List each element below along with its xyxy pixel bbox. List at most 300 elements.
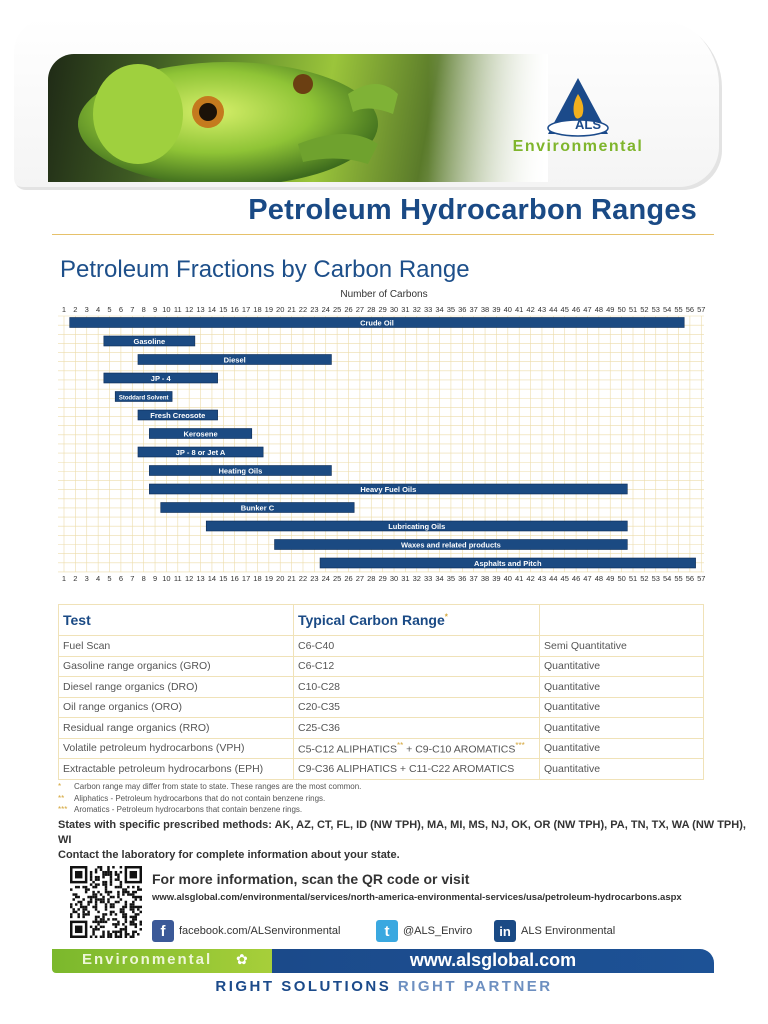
qr-module [110, 883, 112, 885]
facebook-icon: f [152, 920, 174, 942]
qr-module [95, 921, 97, 923]
tick-label-top: 51 [628, 305, 638, 314]
qr-module [120, 871, 122, 873]
qr-code[interactable] [70, 866, 142, 938]
qr-module [75, 886, 77, 888]
tick-label-top: 54 [662, 305, 672, 314]
tick-label-bottom: 6 [118, 574, 123, 583]
frog-photo [48, 54, 548, 182]
qr-module [70, 913, 72, 915]
qr-module [97, 876, 99, 878]
qr-module [102, 918, 104, 920]
twitter-label: @ALS_Enviro [403, 925, 473, 937]
cell-type: Quantitative [540, 656, 704, 677]
qr-module [105, 913, 107, 915]
qr-module [107, 893, 109, 895]
qr-module [75, 896, 77, 898]
qr-module [110, 873, 112, 875]
tick-label-bottom: 9 [152, 574, 158, 583]
qr-module [97, 911, 99, 913]
qr-module [72, 893, 74, 895]
qr-module [115, 936, 117, 938]
qr-module [92, 906, 94, 908]
qr-module [130, 903, 132, 905]
qr-module [132, 911, 134, 913]
tick-label-bottom: 27 [355, 574, 365, 583]
tick-label-top: 13 [196, 305, 205, 314]
qr-module [120, 908, 122, 910]
qr-module [130, 908, 132, 910]
qr-module [120, 881, 122, 883]
cell-range: C10-C28 [294, 677, 540, 698]
qr-module [140, 888, 142, 890]
qr-module [117, 896, 119, 898]
qr-module [90, 883, 92, 885]
tick-label-bottom: 3 [84, 574, 89, 583]
qr-module [117, 921, 119, 923]
note-1 [58, 782, 361, 791]
qr-module [82, 908, 84, 910]
qr-module [110, 871, 112, 873]
tick-label-top: 26 [344, 305, 353, 314]
tick-label-top: 29 [378, 305, 387, 314]
tick-label-top: 8 [141, 305, 146, 314]
qr-module [90, 873, 92, 875]
qr-module [140, 911, 142, 913]
qr-module [115, 871, 117, 873]
logo-subtitle: Environmental [512, 138, 644, 155]
bar-label: Lubricating Oils [388, 521, 446, 531]
tick-label-bottom: 30 [389, 574, 399, 583]
tick-label-top: 49 [606, 305, 615, 314]
qr-module [82, 906, 84, 908]
qr-module [77, 896, 79, 898]
qr-module [105, 881, 107, 883]
qr-module [132, 931, 134, 933]
footer-environmental-label: Environmental [82, 951, 213, 968]
tick-label-bottom: 39 [492, 574, 501, 583]
tick-label-bottom: 26 [344, 574, 353, 583]
facebook-link[interactable] [152, 918, 340, 944]
qr-module [117, 873, 119, 875]
tick-label-bottom: 51 [628, 574, 638, 583]
qr-module [102, 936, 104, 938]
bar-label: Heating Oils [218, 466, 263, 476]
qr-module [107, 873, 109, 875]
qr-module [72, 898, 74, 900]
tick-label-bottom: 47 [583, 574, 592, 583]
qr-module [140, 923, 142, 925]
qr-module [75, 911, 77, 913]
bar-label: Diesel [223, 355, 246, 365]
qr-module [95, 871, 97, 873]
qr-module [97, 883, 99, 885]
qr-module [132, 918, 134, 920]
qr-module [122, 891, 124, 893]
tick-label-top: 56 [685, 305, 695, 314]
vph-range-part: C5-C12 ALIPHATICS [298, 743, 398, 756]
qr-module [137, 913, 139, 915]
logo-text: ALS [575, 117, 601, 132]
cell-test: Volatile petroleum hydrocarbons (VPH) [59, 738, 294, 759]
qr-module [135, 926, 137, 928]
note-text: Aliphatics - Petroleum hydrocarbons that do not contain benzene rings. [74, 794, 326, 803]
qr-module [130, 906, 132, 908]
qr-module [115, 873, 117, 875]
tick-label-top: 19 [264, 305, 274, 314]
qr-module [102, 916, 104, 918]
qr-module [92, 896, 94, 898]
table-row [59, 656, 704, 677]
qr-module [137, 906, 139, 908]
qr-module [135, 931, 137, 933]
qr-module [70, 888, 72, 890]
tick-label-bottom: 36 [458, 574, 467, 583]
qr-module [117, 936, 119, 938]
qr-module [105, 903, 107, 905]
qr-module [110, 903, 112, 905]
qr-module [102, 898, 104, 900]
states-list: States with specific prescribed methods: AK, AZ, CT, FL, ID (NW TPH), MA, MI, MS, NJ, OK, OR (NW TPH), PA, TN, TX, WA (NW TPH), WI [58, 819, 746, 846]
qr-module [140, 921, 142, 923]
qr-module [115, 901, 117, 903]
qr-module [122, 928, 124, 930]
header-range-note: * [444, 612, 448, 622]
qr-module [92, 881, 94, 883]
qr-module [110, 876, 112, 878]
tick-label-bottom: 16 [230, 574, 239, 583]
qr-module [132, 936, 134, 938]
cell-test: Oil range organics (ORO) [59, 697, 294, 718]
tick-label-top: 3 [84, 305, 89, 314]
cell-test: Residual range organics (RRO) [59, 718, 294, 739]
qr-module [122, 923, 124, 925]
linkedin-icon: in [494, 920, 516, 942]
tick-label-top: 15 [219, 305, 228, 314]
tick-label-top: 57 [697, 305, 706, 314]
qr-module [82, 886, 84, 888]
note-marker: * [58, 782, 62, 791]
qr-module [77, 886, 79, 888]
qr-module [107, 901, 109, 903]
qr-module [107, 933, 109, 935]
contact-lab: Contact the laboratory for complete information about your state. [58, 849, 400, 861]
qr-module [125, 888, 127, 890]
qr-module [92, 886, 94, 888]
qr-module [140, 928, 142, 930]
tick-label-top: 31 [401, 305, 410, 314]
table-row [59, 697, 704, 718]
tick-label-top: 11 [173, 305, 182, 314]
tick-label-bottom: 15 [219, 574, 228, 583]
qr-module [95, 883, 97, 885]
vph-range-part: + C9-C10 AROMATICS [403, 743, 516, 756]
page-title: Petroleum Hydrocarbon Ranges [248, 194, 697, 226]
tick-label-top: 10 [162, 305, 171, 314]
tick-label-bottom: 33 [423, 574, 433, 583]
cell-range: C25-C36 [294, 718, 540, 739]
qr-module [137, 886, 139, 888]
tick-label-top: 40 [503, 305, 512, 314]
qr-module [97, 923, 99, 925]
qr-module [115, 931, 117, 933]
cell-test: Fuel Scan [59, 636, 294, 657]
tick-label-top: 27 [355, 305, 365, 314]
qr-module [82, 898, 84, 900]
qr-module [77, 913, 79, 915]
qr-module [115, 933, 117, 935]
tick-label-top: 52 [640, 305, 649, 314]
qr-module [92, 928, 94, 930]
qr-module [85, 913, 87, 915]
qr-module [132, 903, 134, 905]
cell-type: Semi Quantitative [540, 636, 704, 657]
qr-module [125, 903, 127, 905]
qr-module [102, 926, 104, 928]
facebook-label: facebook.com/ALSenvironmental [179, 925, 341, 937]
qr-module [115, 886, 117, 888]
tick-label-top: 50 [617, 305, 626, 314]
note-2 [58, 794, 325, 803]
qr-module [110, 878, 112, 880]
qr-module [135, 891, 137, 893]
tick-label-top: 17 [241, 305, 251, 314]
tick-label-top: 45 [560, 305, 569, 314]
tick-label-bottom: 20 [276, 574, 285, 583]
qr-module [72, 908, 74, 910]
qr-module [90, 901, 92, 903]
qr-module [77, 908, 79, 910]
qr-module [97, 928, 99, 930]
tick-label-top: 33 [423, 305, 433, 314]
qr-module [100, 921, 102, 923]
table-row [59, 738, 704, 759]
footer-url-link[interactable]: www.alsglobal.com [409, 950, 577, 970]
qr-module [132, 906, 134, 908]
qr-module [125, 906, 127, 908]
qr-module [102, 901, 104, 903]
note-text: Aromatics - Petroleum hydrocarbons that contain benzene rings. [74, 805, 303, 814]
qr-module [92, 931, 94, 933]
qr-module [117, 886, 119, 888]
qr-module [90, 926, 92, 928]
qr-module [100, 926, 102, 928]
qr-module [125, 901, 127, 903]
tick-label-top: 55 [674, 305, 683, 314]
qr-module [132, 886, 134, 888]
qr-module [102, 873, 104, 875]
tick-label-bottom: 19 [264, 574, 274, 583]
qr-module [107, 931, 109, 933]
qr-module [95, 928, 97, 930]
tick-label-top: 28 [367, 305, 376, 314]
qr-module [90, 936, 92, 938]
qr-module [127, 891, 129, 893]
qr-module [122, 916, 124, 918]
qr-module [140, 896, 142, 898]
qr-module [92, 893, 94, 895]
tick-label-top: 20 [276, 305, 285, 314]
qr-module [112, 906, 114, 908]
qr-module [85, 908, 87, 910]
qr-module [112, 911, 114, 913]
tick-label-top: 42 [526, 305, 535, 314]
qr-module [87, 888, 89, 890]
carbon-range-chart [0, 300, 768, 590]
bar-label: Bunker C [240, 503, 275, 513]
tick-label-top: 47 [583, 305, 592, 314]
header-range [294, 605, 540, 636]
tagline-right-solutions: RIGHT SOLUTIONS [215, 978, 392, 995]
qr-module [132, 923, 134, 925]
qr-module [95, 886, 97, 888]
qr-module [97, 891, 99, 893]
qr-module [130, 936, 132, 938]
tick-label-bottom: 46 [571, 574, 581, 583]
qr-module [120, 928, 122, 930]
qr-module [125, 891, 127, 893]
qr-module [130, 916, 132, 918]
qr-module [90, 876, 92, 878]
qr-module [95, 903, 97, 905]
twitter-link[interactable] [376, 918, 472, 944]
tick-label-bottom: 7 [130, 574, 135, 583]
qr-module [90, 878, 92, 880]
qr-module [85, 886, 87, 888]
qr-module [120, 866, 122, 868]
qr-module [137, 908, 139, 910]
more-info-heading: For more information, scan the QR code or visit [152, 871, 470, 887]
qr-module [82, 911, 84, 913]
qr-module [110, 936, 112, 938]
note-text: Carbon range may differ from state to state. These ranges are the most common. [74, 782, 362, 791]
bar-label: JP - 4 [150, 373, 171, 383]
qr-module [122, 888, 124, 890]
qr-module [120, 883, 122, 885]
chart-title: Petroleum Fractions by Carbon Range [60, 256, 470, 283]
cell-type: Quantitative [540, 677, 704, 698]
qr-module [127, 893, 129, 895]
tick-label-bottom: 49 [606, 574, 615, 583]
tick-label-top: 5 [107, 305, 112, 314]
header-range-label: Typical Carbon Range [298, 612, 445, 628]
qr-module [95, 918, 97, 920]
qr-module [97, 898, 99, 900]
table-row [59, 759, 704, 780]
header-type [540, 605, 704, 636]
qr-module [107, 891, 109, 893]
tick-label-top: 9 [152, 305, 158, 314]
qr-module [112, 923, 114, 925]
qr-module [97, 878, 99, 880]
qr-module [102, 896, 104, 898]
twitter-icon: t [376, 920, 398, 942]
qr-module [115, 913, 117, 915]
tick-label-bottom: 24 [321, 574, 330, 583]
qr-module [85, 891, 87, 893]
qr-module [82, 916, 84, 918]
tick-label-bottom: 18 [253, 574, 262, 583]
table-row [59, 718, 704, 739]
qr-module [107, 936, 109, 938]
qr-module [132, 901, 134, 903]
qr-module [95, 868, 97, 870]
linkedin-link[interactable] [494, 918, 615, 944]
qr-module [115, 918, 117, 920]
bar-label: JP - 8 or Jet A [175, 447, 226, 457]
qr-module [120, 933, 122, 935]
qr-module [90, 898, 92, 900]
qr-module [100, 918, 102, 920]
tick-label-bottom: 55 [674, 574, 683, 583]
qr-module [107, 868, 109, 870]
bar-label: Heavy Fuel Oils [360, 484, 417, 494]
product-page-link[interactable]: www.alsglobal.com/environmental/services/north-america-environmental-services/usa/petroleum-hydrocarbons.aspx [152, 892, 682, 903]
qr-module [105, 908, 107, 910]
qr-module [87, 903, 89, 905]
tick-label-top: 53 [651, 305, 660, 314]
qr-module [125, 913, 127, 915]
qr-module [110, 896, 112, 898]
qr-module [120, 898, 122, 900]
title-divider [52, 234, 714, 235]
qr-module [130, 921, 132, 923]
qr-module [135, 898, 137, 900]
qr-module [87, 896, 89, 898]
qr-module [110, 933, 112, 935]
qr-module [117, 876, 119, 878]
qr-module [100, 898, 102, 900]
tick-label-top: 34 [435, 305, 444, 314]
cell-range: C6-C12 [294, 656, 540, 677]
qr-module [125, 918, 127, 920]
tick-label-bottom: 5 [107, 574, 112, 583]
qr-module [77, 916, 79, 918]
qr-module [117, 923, 119, 925]
qr-module [137, 933, 139, 935]
tick-label-bottom: 28 [367, 574, 376, 583]
tick-label-top: 41 [515, 305, 524, 314]
tick-label-bottom: 35 [446, 574, 456, 583]
tick-label-top: 1 [61, 305, 67, 314]
qr-module [85, 888, 87, 890]
cell-type: Quantitative [540, 718, 704, 739]
tagline [0, 978, 768, 995]
qr-module [95, 896, 97, 898]
tick-label-top: 12 [185, 305, 194, 314]
cell-range: C20-C35 [294, 697, 540, 718]
qr-module [110, 906, 112, 908]
qr-module [110, 911, 112, 913]
qr-module [122, 906, 124, 908]
qr-module [112, 931, 114, 933]
tick-label-bottom: 8 [141, 574, 146, 583]
states-info [58, 818, 758, 863]
qr-module [95, 898, 97, 900]
qr-module [132, 921, 134, 923]
qr-module [80, 906, 82, 908]
qr-module [102, 913, 104, 915]
bar-label: Crude Oil [360, 318, 394, 328]
header-test: Test [59, 605, 294, 636]
table-row [59, 677, 704, 698]
bar-label: Kerosene [183, 429, 218, 439]
qr-module [102, 871, 104, 873]
tick-label-bottom: 41 [515, 574, 524, 583]
qr-module [115, 926, 117, 928]
tick-label-top: 46 [571, 305, 581, 314]
tick-label-bottom: 40 [503, 574, 512, 583]
